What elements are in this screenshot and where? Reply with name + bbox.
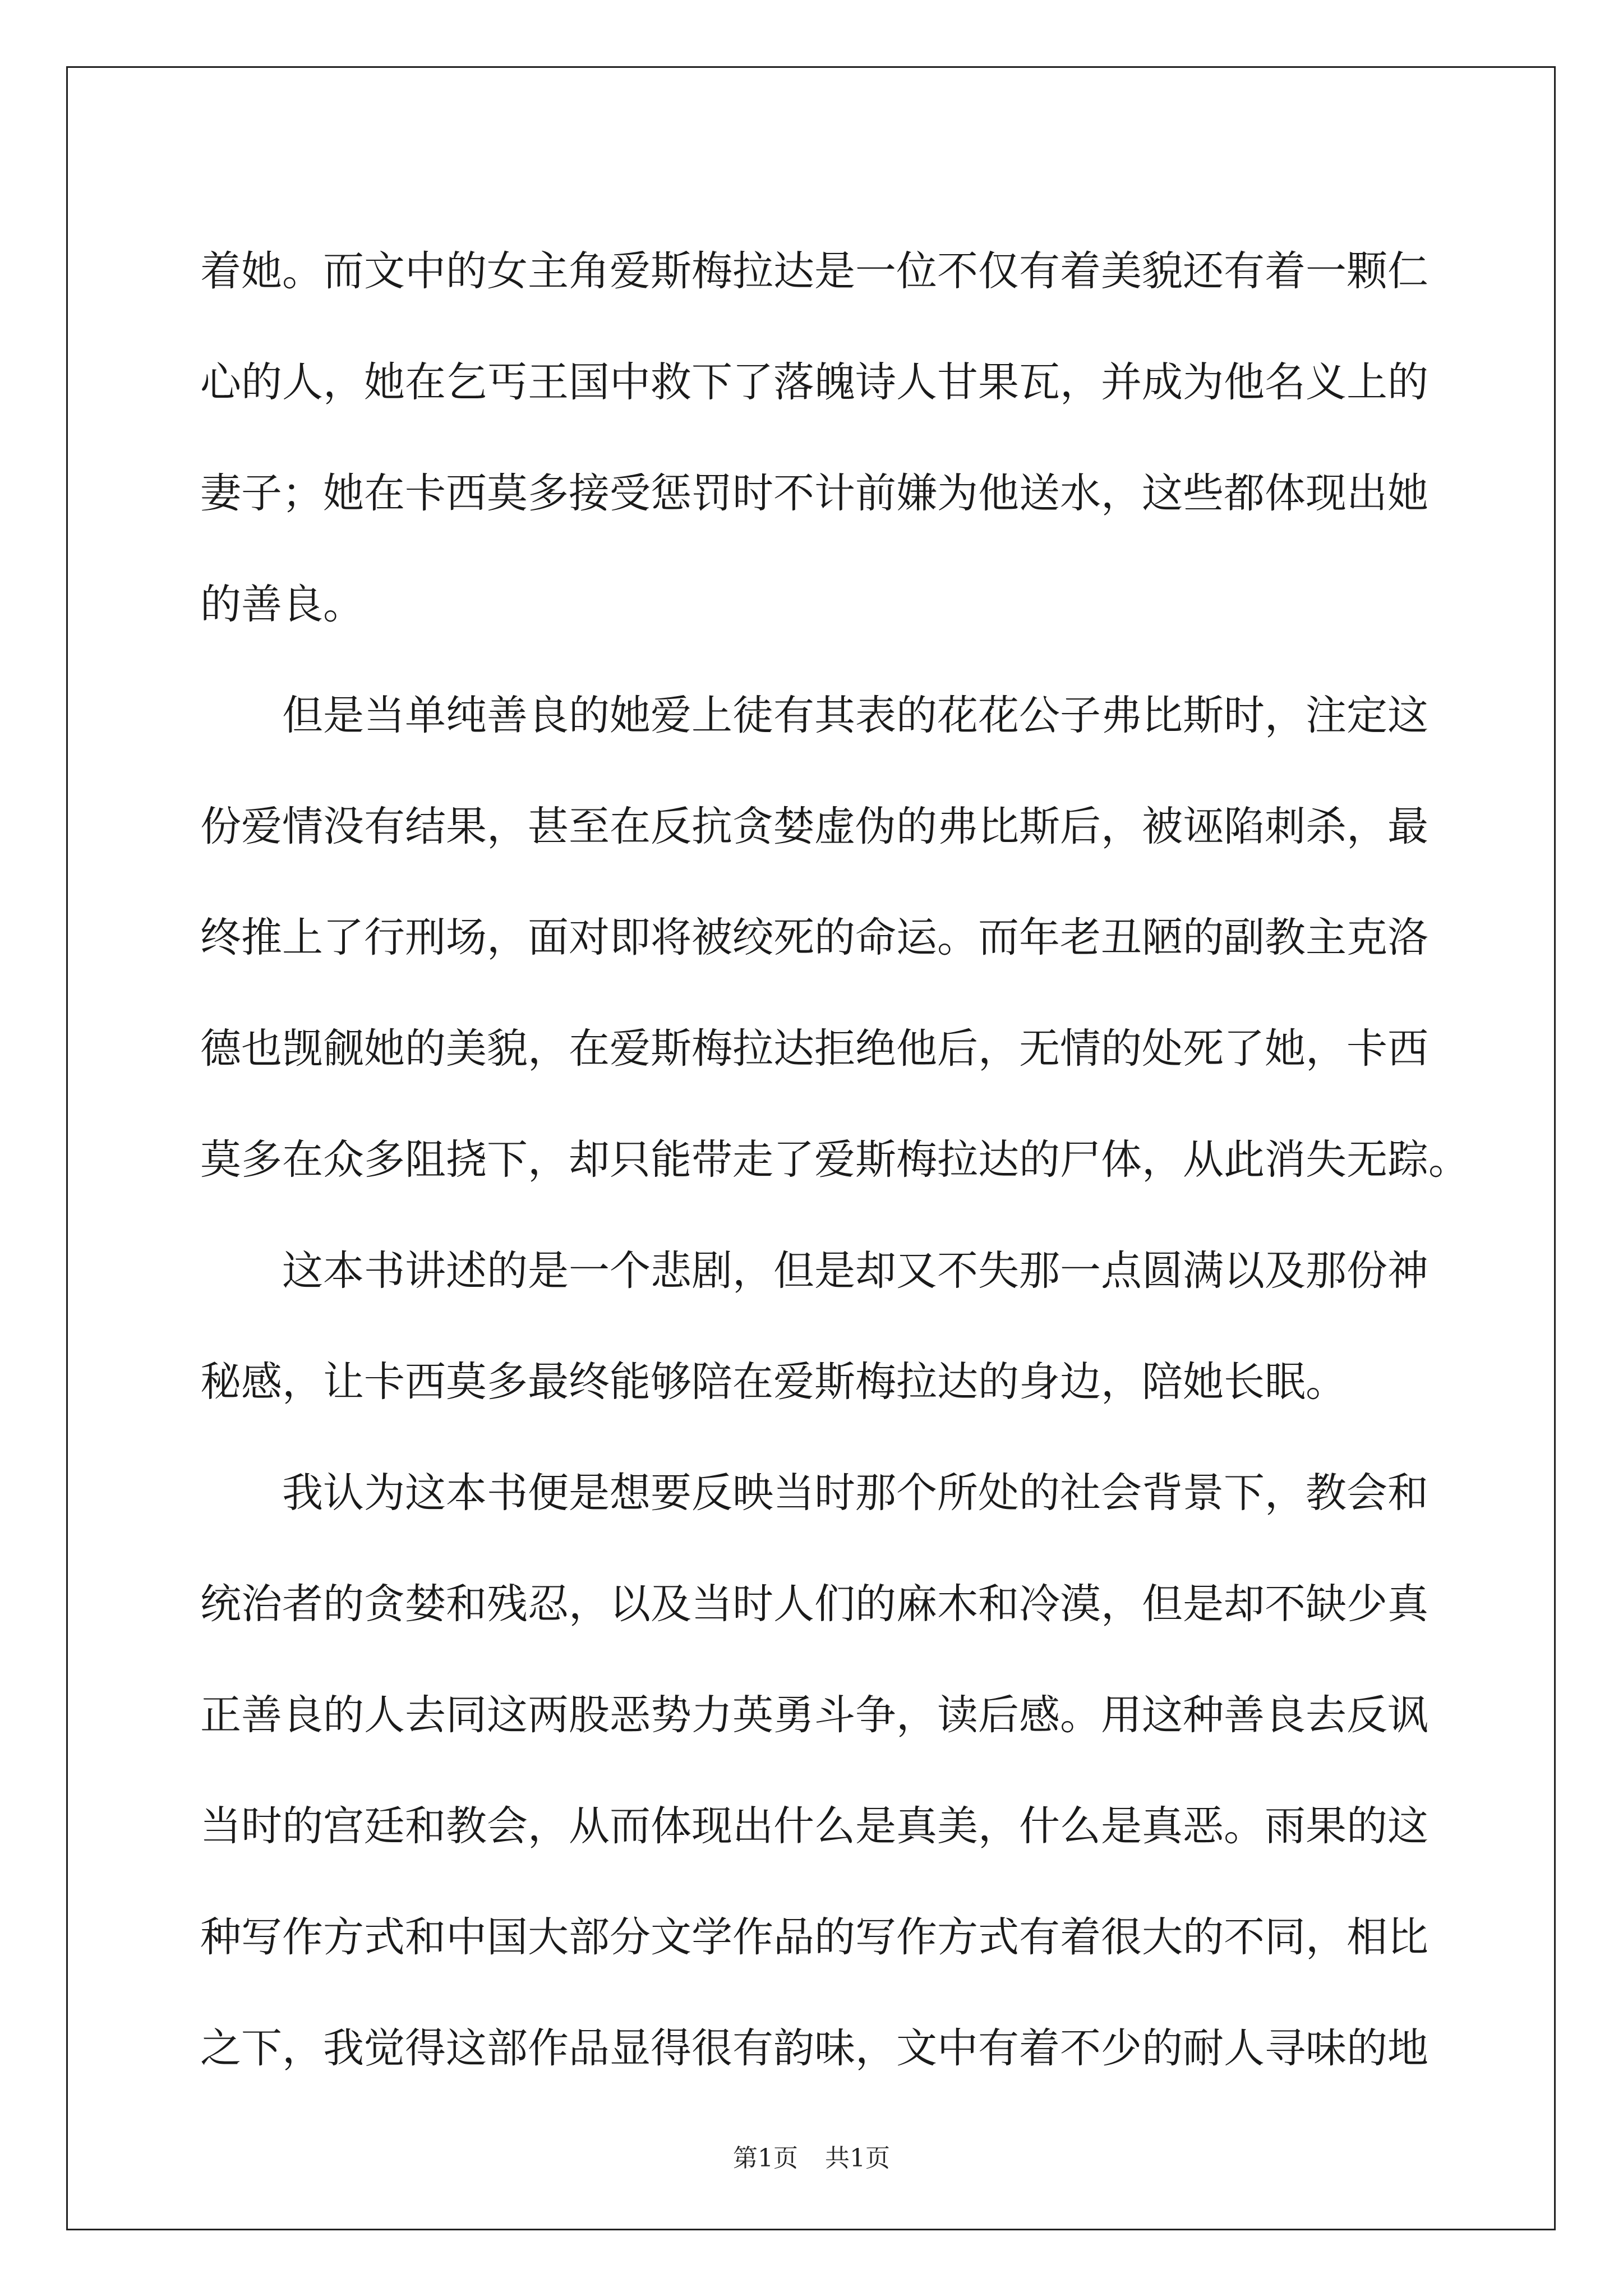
text-line: 我认为这本书便是想要反映当时那个所处的社会背景下，教会和 — [282, 1469, 1428, 1517]
text-line: 统治者的贪婪和残忍，以及当时人们的麻木和冷漠，但是却不缺少真 — [200, 1580, 1428, 1628]
text-line: 之下，我觉得这部作品显得很有韵味，文中有着不少的耐人寻味的地 — [200, 2024, 1428, 2072]
document-body — [200, 216, 1469, 2104]
text-line: 德也觊觎她的美貌，在爱斯梅拉达拒绝他后，无情的处死了她，卡西 — [200, 1025, 1428, 1073]
text-line: 着她。而文中的女主角爱斯梅拉达是一位不仅有着美貌还有着一颗仁 — [200, 247, 1428, 295]
text-line: 份爱情没有结果，甚至在反抗贪婪虚伪的弗比斯后，被诬陷刺杀，最 — [200, 803, 1428, 850]
text-line: 种写作方式和中国大部分文学作品的写作方式有着很大的不同，相比 — [200, 1913, 1428, 1961]
text-line: 这本书讲述的是一个悲剧，但是却又不失那一点圆满以及那份神 — [282, 1247, 1428, 1295]
text-line: 妻子；她在卡西莫多接受惩罚时不计前嫌为他送水，这些都体现出她 — [200, 470, 1428, 517]
text-line: 心的人，她在乞丐王国中救下了落魄诗人甘果瓦，并成为他名义上的 — [200, 358, 1428, 406]
page-total: 共1页 — [825, 2144, 890, 2173]
text-line: 秘感，让卡西莫多最终能够陪在爱斯梅拉达的身边，陪她长眠。 — [200, 1358, 1347, 1406]
text-line: 但是当单纯善良的她爱上徒有其表的花花公子弗比斯时，注定这 — [282, 692, 1428, 739]
page-number: 第1页 — [733, 2144, 798, 2173]
page-footer — [0, 2142, 1623, 2175]
text-line: 的善良。 — [200, 581, 364, 628]
text-line: 当时的宫廷和教会，从而体现出什么是真美，什么是真恶。雨果的这 — [200, 1802, 1428, 1850]
text-line: 终推上了行刑场，面对即将被绞死的命运。而年老丑陋的副教主克洛 — [200, 914, 1428, 961]
text-line: 正善良的人去同这两股恶势力英勇斗争，读后感。用这种善良去反讽 — [200, 1691, 1428, 1739]
text-line: 莫多在众多阻挠下，却只能带走了爱斯梅拉达的尸体，从此消失无踪。 — [200, 1136, 1469, 1184]
